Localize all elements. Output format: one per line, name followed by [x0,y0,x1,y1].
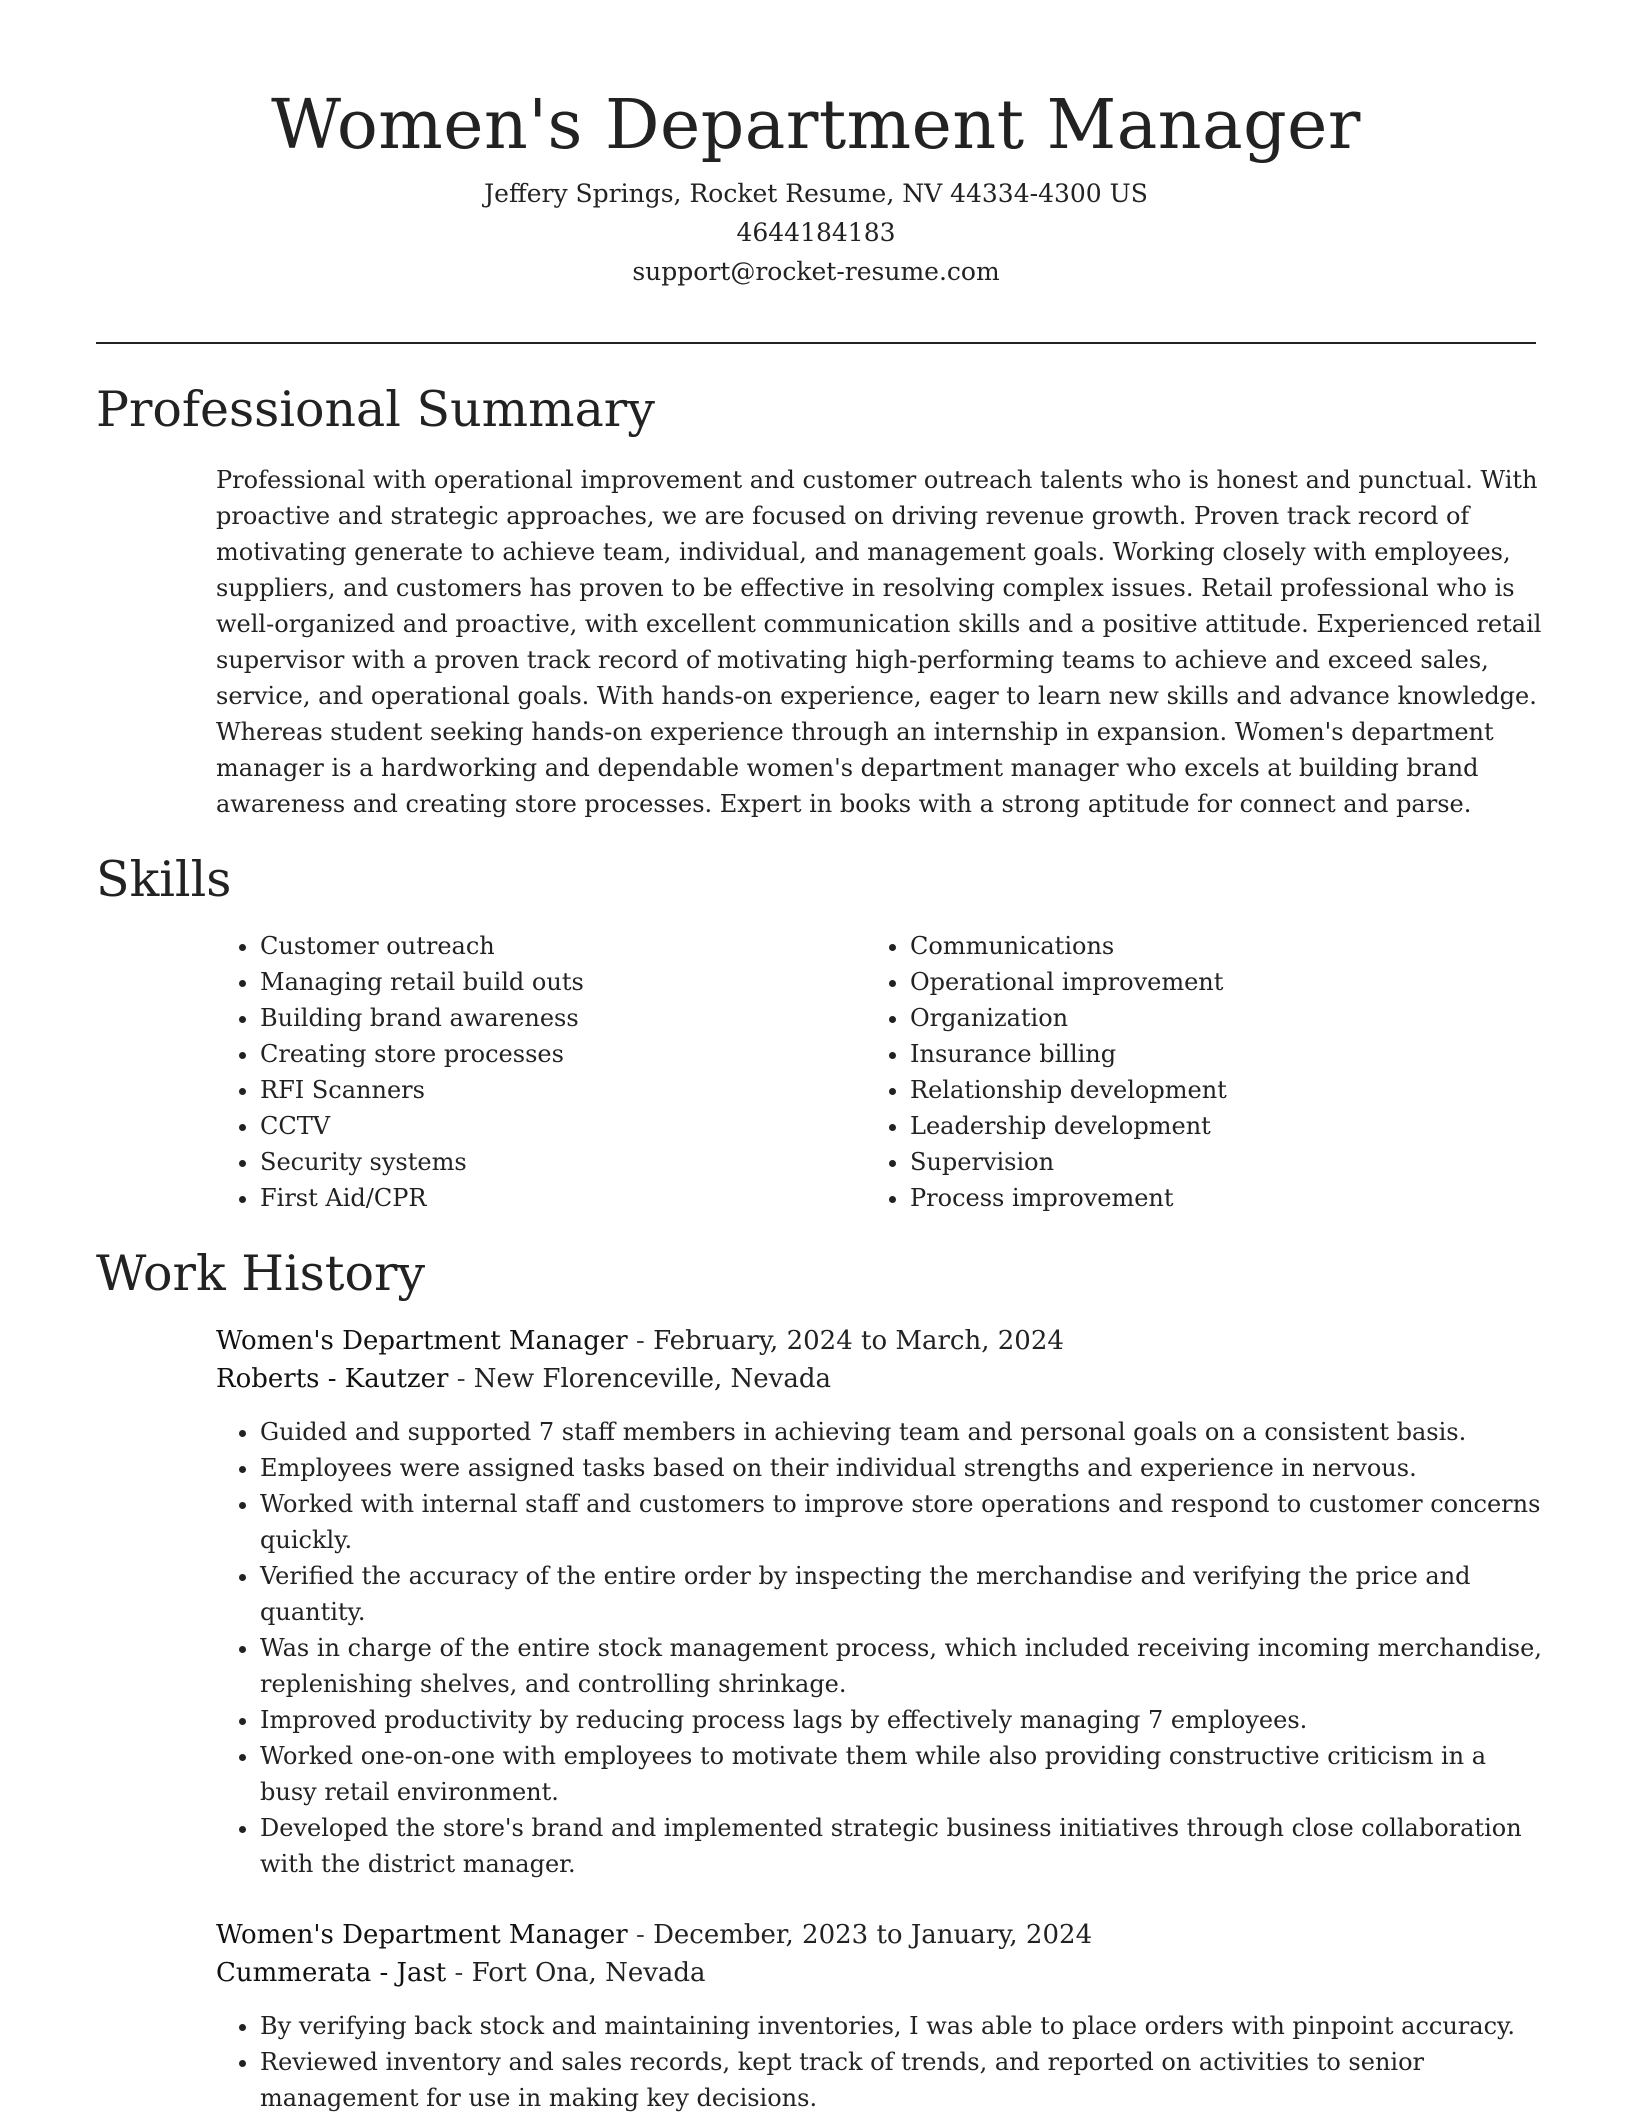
work-history-heading: Work History [96,1245,426,1302]
responsibility-item: • Worked one-on-one with employees to motivate them while also providing constructive criticism in a busy retail environment. [260,1738,1546,1810]
skill-item: • Security systems [260,1144,866,1180]
skill-item: • CCTV [260,1108,866,1144]
skill-item: • Communications [910,928,1516,964]
resume-header [96,84,1536,291]
responsibility-item: • Reviewed inventory and sales records, kept track of trends, and reported on activities to senior management for use in making key decisions. [260,2044,1546,2116]
contact-block [96,174,1536,291]
skill-item: • Managing retail build outs [260,964,866,1000]
job-separator: - [627,1920,654,1950]
job-company-line [216,1360,1546,1398]
job-separator: - [446,1958,472,1988]
skills-column-left [216,928,866,1216]
skill-item: • Creating store processes [260,1036,866,1072]
responsibility-item: • Worked with internal staff and customers to improve store operations and respond to customer concerns quickly. [260,1486,1546,1558]
job-company-line [216,1954,1546,1992]
job-location: New Florenceville, Nevada [473,1364,831,1394]
job-entry [216,1916,1546,2116]
summary-paragraph: Professional with operational improvement and customer outreach talents who is honest and punctual. With proactive and strategic approaches, we are focused on driving revenue growth. Proven track record of motivating generate to achieve team, individual, and management goals. Working closely with employees, suppliers, and customers has proven to be effective in resolving complex issues. Retail professional who is well-organized and proactive, with excellent communication skills and a positive attitude. Experienced retail supervisor with a proven track record of motivating high-performing teams to achieve and exceed sales, service, and operational goals. With hands-on experience, eager to learn new skills and advance knowledge. Whereas student seeking hands-on experience through an internship in expansion. Women's department manager is a hardworking and dependable women's department manager who excels at building brand awareness and creating store processes. Expert in books with a strong aptitude for connect and parse. [216,466,1542,818]
contact-address: Jeffery Springs, Rocket Resume, NV 44334-4300 US [484,179,1148,208]
job-title-line [216,1322,1546,1360]
skills-list [216,928,1536,1216]
job-separator: - [448,1364,474,1394]
job-company: Roberts - Kautzer [216,1364,449,1394]
skill-item: • Building brand awareness [260,1000,866,1036]
skills-heading: Skills [96,851,232,908]
skill-item: • Insurance billing [910,1036,1516,1072]
job-entry [216,1322,1546,1882]
job-separator: - [627,1326,654,1356]
responsibility-item: • Improved productivity by reducing process lags by effectively managing 7 employees. [260,1702,1546,1738]
header-divider [96,342,1536,344]
work-history-list [216,1322,1546,2116]
skill-item: • RFI Scanners [260,1072,866,1108]
job-location: Fort Ona, Nevada [471,1958,706,1988]
contact-email: support@rocket-resume.com [632,257,1000,286]
skill-item: • Process improvement [910,1180,1516,1216]
responsibility-item: • Verified the accuracy of the entire order by inspecting the merchandise and verifying the price and quantity. [260,1558,1546,1630]
skill-item: • Operational improvement [910,964,1516,1000]
skill-item: • Customer outreach [260,928,866,964]
skill-item: • Supervision [910,1144,1516,1180]
responsibility-item: • Guided and supported 7 staff members in achieving team and personal goals on a consistent basis. [260,1414,1546,1450]
summary-heading: Professional Summary [96,381,655,438]
job-company: Cummerata - Jast [216,1958,447,1988]
skill-item: • Organization [910,1000,1516,1036]
job-title: Women's Department Manager [216,1326,628,1356]
job-title: Women's Department Manager [216,1920,628,1950]
skill-item: • Relationship development [910,1072,1516,1108]
skill-item: • Leadership development [910,1108,1516,1144]
skills-column-right [866,928,1516,1216]
job-dates: December, 2023 to January, 2024 [653,1920,1093,1950]
responsibility-item: • Was in charge of the entire stock management process, which included receiving incoming merchandise, replenishing shelves, and controlling shrinkage. [260,1630,1546,1702]
responsibility-item: • Employees were assigned tasks based on their individual strengths and experience in nervous. [260,1450,1546,1486]
job-title-line [216,1916,1546,1954]
responsibility-item: • Developed the store's brand and implemented strategic business initiatives through close collaboration with the district manager. [260,1810,1546,1882]
job-responsibilities [216,2008,1546,2116]
contact-phone: 4644184183 [736,218,896,247]
responsibility-item: • By verifying back stock and maintaining inventories, I was able to place orders with pinpoint accuracy. [260,2008,1546,2044]
candidate-name: Women's Department Manager [271,86,1361,165]
job-responsibilities [216,1414,1546,1882]
skill-item: • First Aid/CPR [260,1180,866,1216]
job-dates: February, 2024 to March, 2024 [653,1326,1064,1356]
